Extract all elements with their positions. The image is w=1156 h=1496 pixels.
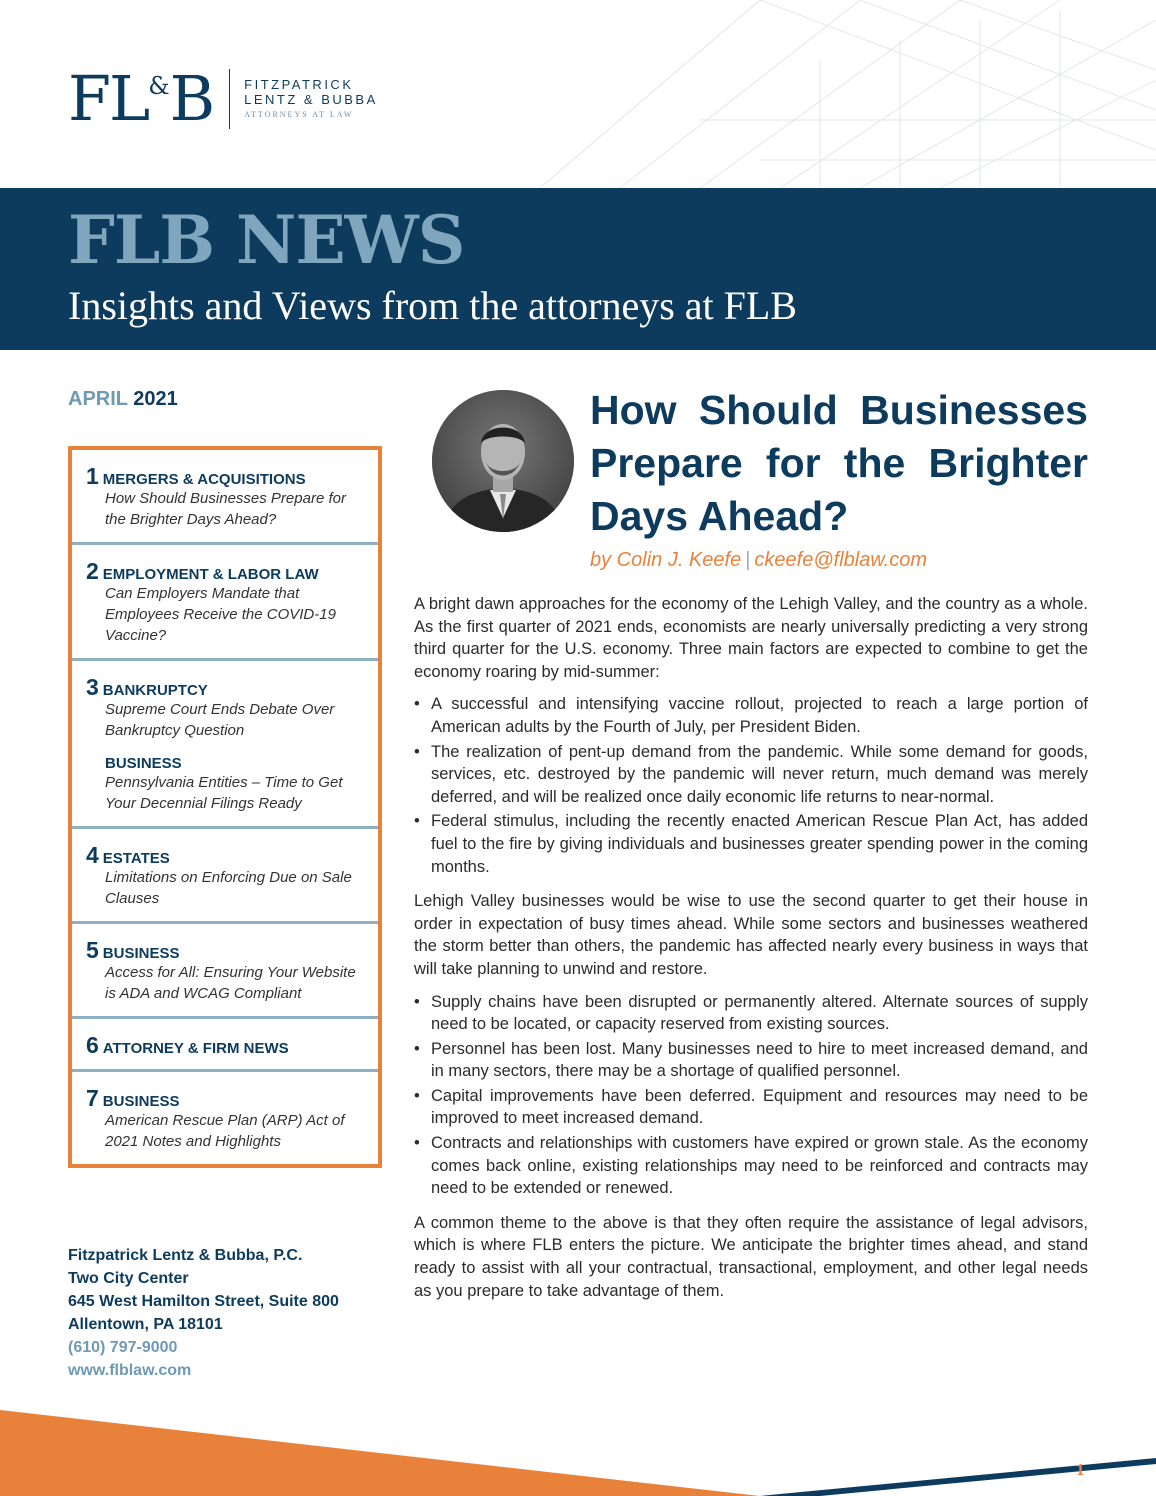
logo-monogram: FL&B	[68, 62, 214, 135]
toc-item[interactable]	[72, 661, 378, 829]
byline-separator: |	[745, 549, 751, 571]
logo-line-2: LENTZ & BUBBA	[244, 91, 378, 107]
address-line: Allentown, PA 18101	[68, 1316, 223, 1333]
toc-category: MERGERS & ACQUISITIONS	[102, 471, 306, 488]
toc-title: Can Employers Mandate that Employees Receive the COVID-19 Vaccine?	[105, 585, 336, 644]
toc-page-number: 3	[86, 674, 99, 700]
toc-page-number: 1	[86, 463, 99, 489]
article-paragraph: Lehigh Valley businesses would be wise to use the second quarter to get their house in order in expectation of busy times ahead. While some sectors and businesses weathered the storm better than others, the pandemic has affected nearly every business in ways that will take planning to unwind and restore.	[414, 892, 1088, 978]
toc-category: BUSINESS	[102, 945, 180, 962]
toc-page-number: 2	[86, 558, 99, 584]
issue-month: APRIL	[68, 388, 128, 410]
toc-category: BANKRUPTCY	[102, 682, 208, 699]
toc-category: BUSINESS	[102, 1093, 180, 1110]
list-item: • Supply chains have been disrupted or permanently altered. Alternate sources of supply need to be located, or capacity reserved from existing sources.	[414, 991, 1088, 1036]
banner-title: FLB NEWS	[68, 201, 465, 279]
article-title-line: Prepare for the Brighter	[590, 440, 1088, 486]
article-paragraph: A common theme to the above is that they often require the assistance of legal advisors, which is where FLB enters the picture. We anticipate the brighter times ahead, and stand ready to assist with all your contractual, transactional, employment, and other legal needs as you prepare to take advantage of them.	[414, 1213, 1088, 1300]
list-item: • Personnel has been lost. Many businesses need to hire to meet increased demand, and in many sectors, there may be a shortage of qualified personnel.	[414, 1038, 1088, 1083]
list-item: • The realization of pent-up demand from the pandemic. While some demand for goods, services, etc. destroyed by the pandemic will never return, much demand was merely deferred, and will be realized once daily economic life returns to near-normal.	[414, 741, 1088, 809]
issue-date	[68, 388, 178, 411]
toc-category: ESTATES	[102, 850, 170, 867]
list-item: • Contracts and relationships with customers have expired or grown stale. As the economy comes back online, existing relationships may need to be reinforced and contracts may need to be extended or renewed.	[414, 1132, 1088, 1200]
article-title-line: Days Ahead?	[590, 493, 849, 539]
page-number: 1	[1076, 1460, 1085, 1479]
toc-category: EMPLOYMENT & LABOR LAW	[102, 566, 319, 583]
newsletter-banner	[0, 188, 1156, 350]
address-line: Two City Center	[68, 1270, 189, 1287]
toc-title: How Should Businesses Prepare for the Brighter Days Ahead?	[105, 490, 346, 528]
toc-title: American Rescue Plan (ARP) Act of 2021 Notes and Highlights	[105, 1112, 345, 1150]
toc-page-number: 4	[86, 842, 99, 868]
firm-logo[interactable]	[68, 64, 378, 134]
list-item: • A successful and intensifying vaccine rollout, projected to reach a large portion of American adults by the Fourth of July, per President Biden.	[414, 693, 1088, 738]
logo-divider	[229, 69, 230, 129]
factor-list	[414, 693, 1088, 878]
toc-title: Limitations on Enforcing Due on Sale Clauses	[105, 869, 352, 907]
footer-decoration	[0, 1400, 1156, 1496]
toc-item[interactable]	[72, 450, 378, 545]
banner-subtitle: Insights and Views from the attorneys at FLB	[68, 283, 797, 328]
firm-address	[68, 1244, 339, 1382]
toc-title: Access for All: Ensuring Your Website is ADA and WCAG Compliant	[105, 964, 356, 1002]
article-paragraph: A bright dawn approaches for the economy of the Lehigh Valley, and the country as a whole. As the first quarter of 2021 ends, economists are nearly universally predicting a very strong third quarter for the U.S. economy. Three main factors are expected to combine to get the economy roaring by mid-summer:	[414, 595, 1088, 681]
logo-line-1: FITZPATRICK	[244, 76, 354, 92]
toc-item[interactable]	[72, 1019, 378, 1072]
author-photo	[432, 390, 574, 532]
toc-page-number: 5	[86, 937, 99, 963]
logo-wordmark	[244, 77, 378, 122]
toc-item[interactable]	[72, 924, 378, 1019]
toc-title: Supreme Court Ends Debate Over Bankruptcy Question	[105, 701, 335, 739]
author-name: by Colin J. Keefe	[590, 549, 742, 571]
table-of-contents	[68, 446, 382, 1168]
issue-year: 2021	[133, 388, 178, 410]
toc-page-number: 6	[86, 1032, 99, 1058]
article-title-line: How Should Businesses	[590, 387, 1088, 433]
phone-link[interactable]: (610) 797-9000	[68, 1339, 178, 1356]
article-title	[590, 384, 1088, 543]
website-link[interactable]: www.flblaw.com	[68, 1362, 192, 1379]
firm-name: Fitzpatrick Lentz & Bubba, P.C.	[68, 1247, 303, 1264]
author-email-link[interactable]: ckeefe@flblaw.com	[754, 549, 928, 571]
author-portrait-icon	[432, 390, 574, 532]
toc-page-number: 7	[86, 1085, 99, 1111]
toc-title: Pennsylvania Entities – Time to Get Your Decennial Filings Ready	[105, 774, 343, 812]
challenge-list	[414, 991, 1088, 1200]
toc-item[interactable]	[72, 545, 378, 661]
list-item: • Federal stimulus, including the recently enacted American Rescue Plan Act, has added fuel to the fire by giving individuals and businesses greater spending power in the coming months.	[414, 810, 1088, 878]
address-line: 645 West Hamilton Street, Suite 800	[68, 1293, 339, 1310]
toc-item[interactable]	[72, 1072, 378, 1164]
list-item: • Capital improvements have been deferred. Equipment and resources may need to be improved to meet increased demand.	[414, 1085, 1088, 1130]
logo-line-3: ATTORNEYS AT LAW	[244, 109, 354, 119]
toc-category: BUSINESS	[105, 755, 182, 772]
article-byline	[590, 549, 927, 572]
toc-category: ATTORNEY & FIRM NEWS	[102, 1040, 289, 1057]
article-body	[414, 593, 1088, 1312]
toc-item[interactable]	[72, 829, 378, 924]
